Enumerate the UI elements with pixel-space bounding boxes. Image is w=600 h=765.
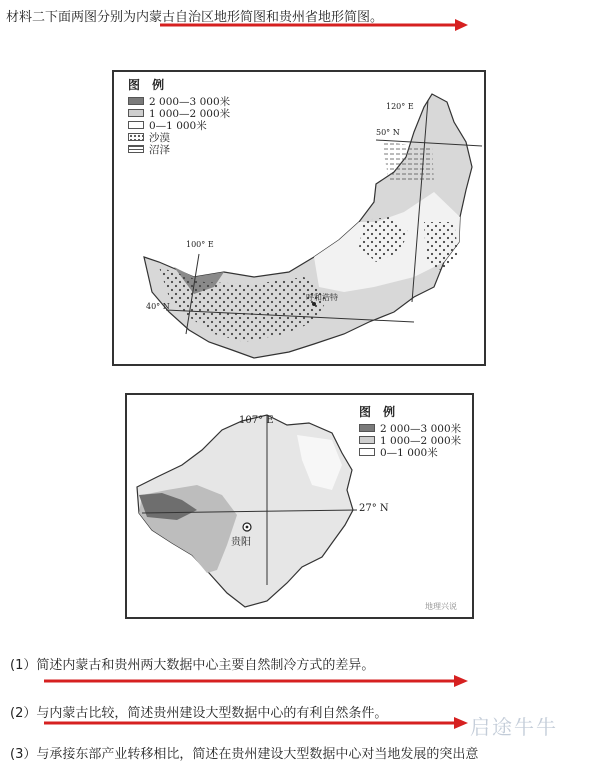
high-swatch: [359, 424, 375, 432]
legend-title: 图 例: [359, 405, 400, 419]
legend-item: [128, 131, 230, 143]
red-arrow-q2: [44, 716, 470, 730]
label-hohhot: 呼和浩特: [306, 293, 338, 302]
mid-swatch: [128, 109, 144, 117]
brand-watermark: 启途牛牛: [470, 715, 558, 739]
label-40n: 40° N: [146, 302, 170, 311]
legend-item: [128, 119, 230, 131]
legend-label: 0—1 000米: [380, 446, 438, 459]
legend-item: [359, 446, 461, 458]
guiyang-marker-dot: [246, 526, 249, 529]
legend-label: 1 000—2 000米: [380, 434, 462, 447]
guizhou-legend: [359, 403, 461, 458]
question-2: (2）与内蒙古比较，简述贵州建设大型数据中心的有利自然条件。: [10, 706, 388, 721]
low-swatch: [128, 121, 144, 129]
guizhou-map: [125, 393, 474, 619]
red-arrow-q1: [44, 674, 470, 688]
legend-label: 沙漠: [149, 131, 170, 144]
label-guiyang: 贵阳: [231, 537, 251, 548]
label-100e: 100° E: [186, 240, 214, 249]
legend-label: 沼泽: [149, 143, 170, 156]
label-107e: 107° E: [239, 415, 274, 426]
inner-mongolia-map: [112, 70, 486, 366]
inner-mongolia-legend: [128, 76, 230, 155]
marsh-swatch: [128, 145, 144, 153]
red-arrow-intro: [160, 18, 470, 32]
label-50n: 50° N: [376, 128, 400, 137]
legend-label: 2 000—3 000米: [149, 95, 231, 108]
legend-label: 1 000—2 000米: [149, 107, 231, 120]
low-swatch: [359, 448, 375, 456]
legend-title: 图 例: [128, 78, 169, 92]
legend-item: [128, 143, 230, 155]
label-120e: 120° E: [386, 102, 414, 111]
legend-label: 2 000—3 000米: [380, 422, 462, 435]
marsh-area: [382, 142, 434, 182]
label-27n: 27° N: [359, 503, 389, 514]
high-swatch: [128, 97, 144, 105]
question-3: (3）与承接东部产业转移相比，简述在贵州建设大型数据中心对当地发展的突出意: [10, 747, 479, 762]
map-watermark: 地理兴说: [425, 602, 457, 611]
desert-swatch: [128, 133, 144, 141]
question-1: (1）简述内蒙古和贵州两大数据中心主要自然制冷方式的差异。: [10, 658, 375, 673]
legend-label: 0—1 000米: [149, 119, 207, 132]
intro-text: 材料二下面两图分别为内蒙古自治区地形简图和贵州省地形简图。: [6, 10, 384, 25]
mid-swatch: [359, 436, 375, 444]
